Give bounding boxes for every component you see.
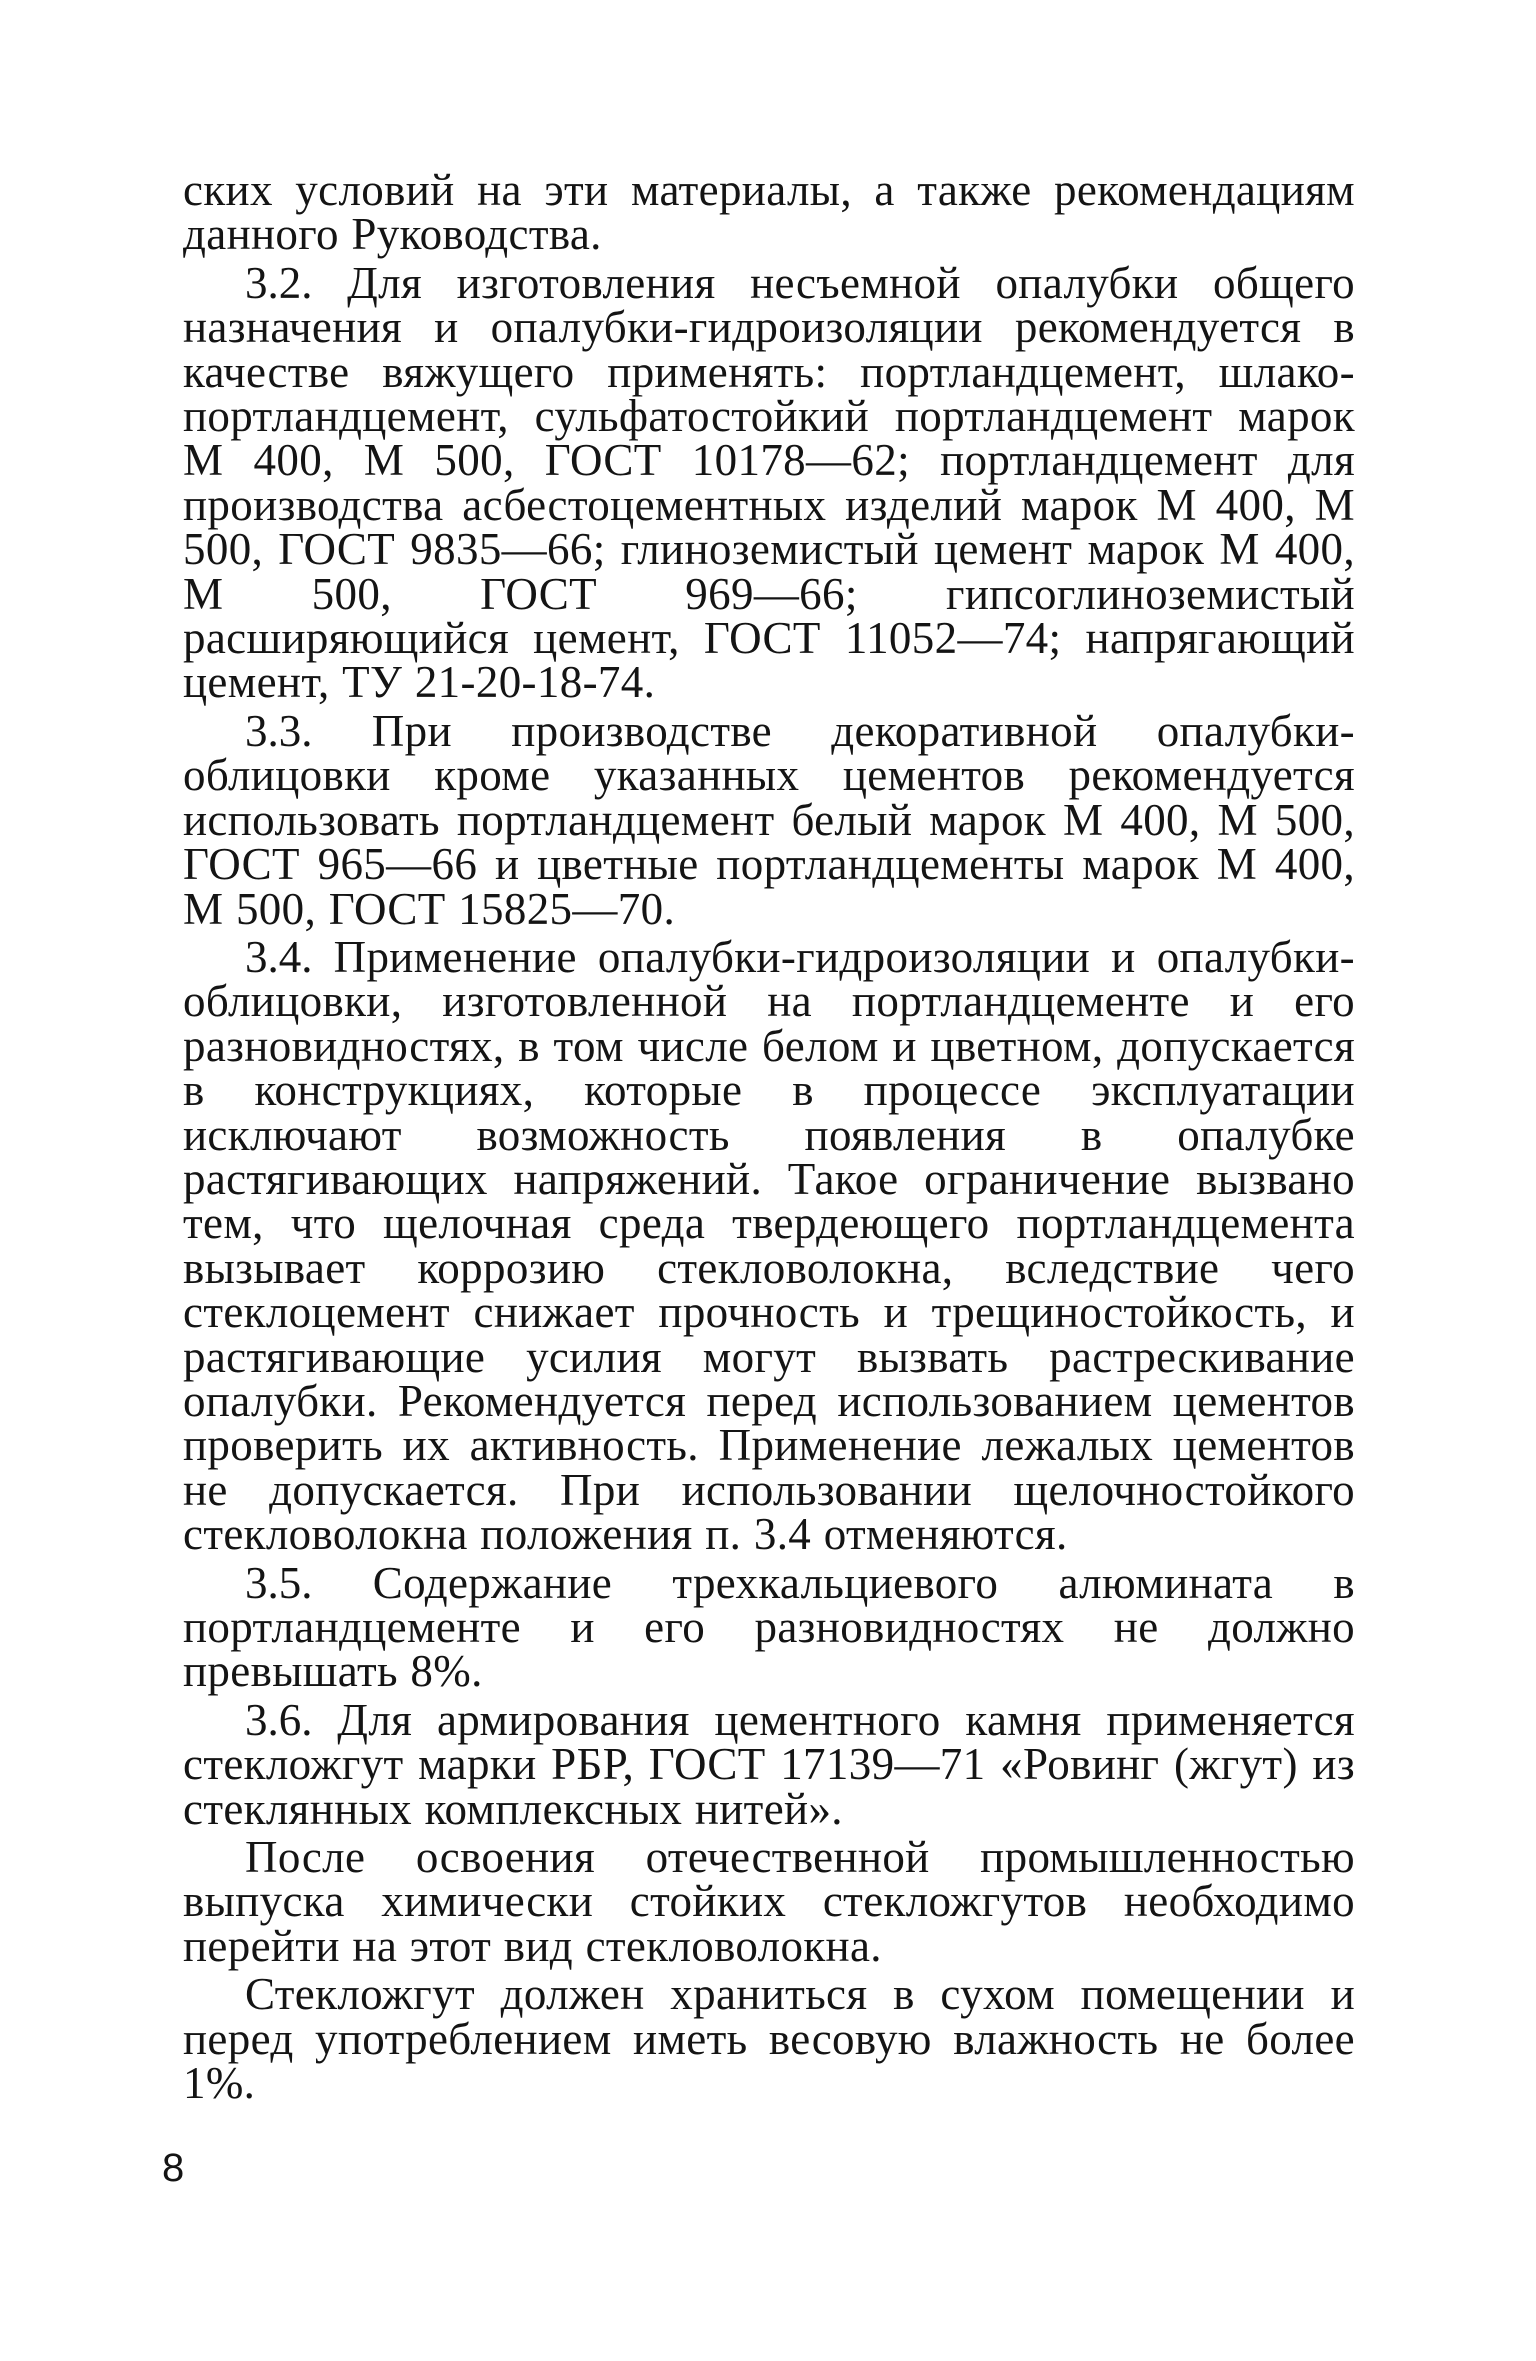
paragraph-number: 3.2. (245, 257, 313, 308)
paragraph-text: После освоения отечественной промышленностью выпуска химически стойких стекложгутов необходимо перейти на этот вид стекловолокна. (183, 1832, 1355, 1971)
paragraph-number: 3.4. (245, 931, 313, 982)
paragraph-3-3 (183, 705, 1355, 934)
paragraph-after-development (183, 1832, 1355, 1971)
paragraph-continuation (183, 165, 1355, 260)
paragraph-number: 3.3. (245, 705, 313, 756)
paragraph-text: При производстве декоративной опалубки-облицовки кроме указанных цементов рекомендуется использовать портландцемент белый марок М 400, М 500, ГОСТ 965—66 и цветные портландцементы марок М 400, М 500, ГОСТ 15825—70. (183, 705, 1355, 934)
paragraph-number: 3.6. (245, 1694, 313, 1745)
paragraph-storage (183, 1969, 1355, 2109)
page-number: 8 (162, 2146, 185, 2190)
paragraph-number: 3.5. (245, 1557, 313, 1608)
paragraph-3-2 (183, 257, 1355, 708)
paragraph-text: Для армирования цементного камня применяется стекложгут марки РБР, ГОСТ 17139—71 «Ровинг (жгут) из стеклянных комплексных нитей». (183, 1694, 1355, 1834)
body-text (183, 165, 1355, 2109)
paragraph-3-4 (183, 931, 1355, 1560)
paragraph-text: Применение опалубки-гидроизоляции и опалубки-облицовки, изготовленной на портландцементе и его разновидностях, в том числе белом и цветном, допускается в конструкциях, которые в процессе эксплуатации исключают возможность появления в опалубке растягивающих напряжений. Такое ограничение вызвано тем, что щелочная среда твердеющего портландцемента вызывает коррозию стекловолокна, вследствие чего стеклоцемент снижает прочность и трещиностойкость, и растягивающие усилия могут вызвать растрескивание опалубки. Рекомендуется перед использованием цементов проверить их активность. Применение лежалых цементов не допускается. При использовании щелочностойкого стекловолокна положения п. 3.4 отменяются. (183, 931, 1355, 1560)
paragraph-text: Для изготовления несъемной опалубки общего назначения и опалубки-гидроизоляции рекомендуется в качестве вяжущего применять: портландцемент, шлако-портландцемент, сульфатостойкий портландцемент марок М 400, М 500, ГОСТ 10178—62; портландцемент для производства асбестоцементных изделий марок М 400, М 500, ГОСТ 9835—66; глиноземистый цемент марок М 400, М 500, ГОСТ 969—66; гипсоглиноземистый расширяющийся цемент, ГОСТ 11052—74; напрягающий цемент, ТУ 21-20-18-74. (183, 257, 1355, 708)
paragraph-text: Стекложгут должен храниться в сухом помещении и перед употреблением иметь весовую влажность не более 1%. (183, 1969, 1355, 2109)
paragraph-3-5 (183, 1557, 1355, 1697)
paragraph-3-6 (183, 1694, 1355, 1834)
paragraph-text: ских условий на эти материалы, а также рекомендациям данного Руководства. (183, 165, 1355, 260)
paragraph-text: Содержание трехкальциевого алюмината в портландцементе и его разновидностях не должно превышать 8%. (183, 1557, 1355, 1697)
